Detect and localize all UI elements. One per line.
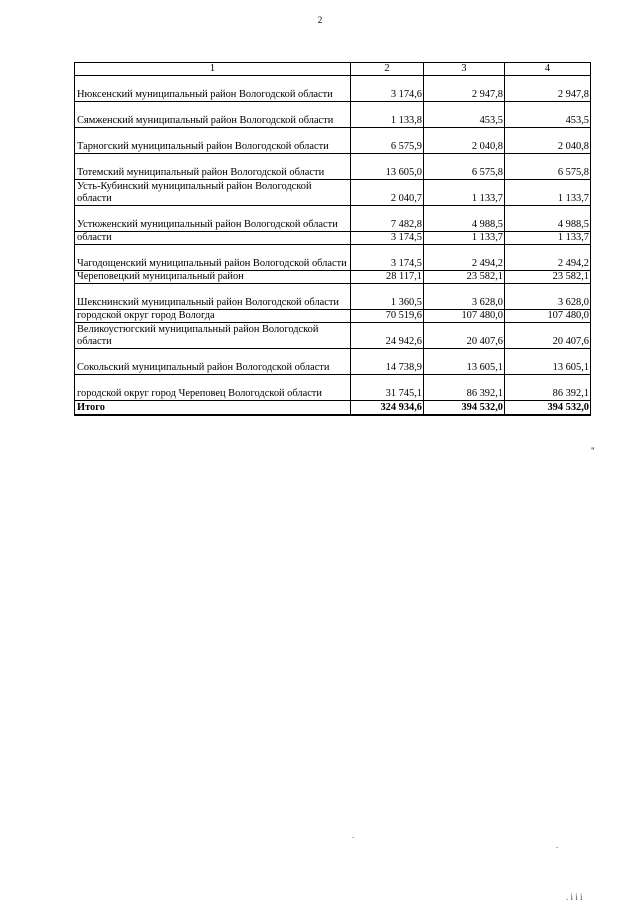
value-col-3: 1 133,7 (424, 232, 505, 245)
municipality-name: Великоустюгский муниципальный район Вологодской области (75, 323, 351, 349)
column-header-2: 2 (351, 63, 424, 76)
table-row (75, 76, 591, 102)
table-row (75, 102, 591, 128)
municipality-name: Тотемский муниципальный район Вологодской области (75, 154, 351, 180)
value-col-3: 20 407,6 (424, 323, 505, 349)
value-col-2: 3 174,5 (351, 232, 424, 245)
total-col-4: 394 532,0 (505, 401, 591, 416)
value-col-3: 23 582,1 (424, 271, 505, 284)
table-row (75, 271, 591, 284)
table-row (75, 128, 591, 154)
table-body (75, 76, 591, 401)
value-col-4: 2 494,2 (505, 245, 591, 271)
total-row (75, 401, 591, 416)
scan-mark-bottom: . і і і (566, 892, 583, 902)
table-row (75, 375, 591, 401)
municipality-name: Сокольский муниципальный район Вологодской области (75, 349, 351, 375)
budget-table (74, 62, 591, 416)
value-col-2: 13 605,0 (351, 154, 424, 180)
municipality-name: Тарногский муниципальный район Вологодской области (75, 128, 351, 154)
value-col-4: 2 947,8 (505, 76, 591, 102)
value-col-2: 6 575,9 (351, 128, 424, 154)
value-col-4: 107 480,0 (505, 310, 591, 323)
table-row (75, 245, 591, 271)
value-col-4: 453,5 (505, 102, 591, 128)
table-header-row (75, 63, 591, 76)
value-col-3: 2 040,8 (424, 128, 505, 154)
value-col-2: 3 174,6 (351, 76, 424, 102)
table-row (75, 323, 591, 349)
value-col-2: 70 519,6 (351, 310, 424, 323)
value-col-2: 24 942,6 (351, 323, 424, 349)
value-col-3: 6 575,8 (424, 154, 505, 180)
total-col-2: 324 934,6 (351, 401, 424, 416)
municipality-name: Сямженский муниципальный район Вологодской области (75, 102, 351, 128)
value-col-3: 2 947,8 (424, 76, 505, 102)
municipality-name: Шекснинский муниципальный район Вологодской области (75, 284, 351, 310)
value-col-4: 4 988,5 (505, 206, 591, 232)
table-row (75, 310, 591, 323)
column-header-1: 1 (75, 63, 351, 76)
value-col-3: 453,5 (424, 102, 505, 128)
table-row (75, 349, 591, 375)
municipality-name: городской округ город Вологда (75, 310, 351, 323)
municipality-name: Нюксенский муниципальный район Вологодской области (75, 76, 351, 102)
value-col-4: 23 582,1 (505, 271, 591, 284)
value-col-3: 2 494,2 (424, 245, 505, 271)
value-col-2: 7 482,8 (351, 206, 424, 232)
municipality-name: Чагодощенский муниципальный район Вологодской области (75, 245, 351, 271)
value-col-3: 3 628,0 (424, 284, 505, 310)
column-header-3: 3 (424, 63, 505, 76)
municipality-name: области (75, 232, 351, 245)
value-col-4: 2 040,8 (505, 128, 591, 154)
value-col-4: 20 407,6 (505, 323, 591, 349)
value-col-4: 86 392,1 (505, 375, 591, 401)
scan-mark-dot-right: . (556, 840, 559, 850)
value-col-4: 6 575,8 (505, 154, 591, 180)
value-col-2: 14 738,9 (351, 349, 424, 375)
municipality-name: Устюженский муниципальный район Вологодской области (75, 206, 351, 232)
closing-quote-mark: " (591, 446, 595, 456)
value-col-3: 86 392,1 (424, 375, 505, 401)
total-col-3: 394 532,0 (424, 401, 505, 416)
table-row (75, 206, 591, 232)
value-col-4: 1 133,7 (505, 180, 591, 206)
value-col-2: 31 745,1 (351, 375, 424, 401)
value-col-4: 3 628,0 (505, 284, 591, 310)
value-col-3: 1 133,7 (424, 180, 505, 206)
value-col-2: 2 040,7 (351, 180, 424, 206)
municipality-name: Череповецкий муниципальный район (75, 271, 351, 284)
value-col-4: 13 605,1 (505, 349, 591, 375)
table-row (75, 180, 591, 206)
value-col-2: 28 117,1 (351, 271, 424, 284)
table-row (75, 154, 591, 180)
municipality-name: Усть-Кубинский муниципальный район Вологодской области (75, 180, 351, 206)
municipality-name: городской округ город Череповец Вологодской области (75, 375, 351, 401)
table-row (75, 232, 591, 245)
scan-mark-dot: . (352, 830, 355, 840)
total-label: Итого (75, 401, 351, 416)
value-col-2: 1 133,8 (351, 102, 424, 128)
value-col-3: 13 605,1 (424, 349, 505, 375)
value-col-2: 1 360,5 (351, 284, 424, 310)
value-col-3: 107 480,0 (424, 310, 505, 323)
value-col-2: 3 174,5 (351, 245, 424, 271)
table-row (75, 284, 591, 310)
value-col-4: 1 133,7 (505, 232, 591, 245)
value-col-3: 4 988,5 (424, 206, 505, 232)
column-header-4: 4 (505, 63, 591, 76)
page-number: 2 (317, 15, 323, 25)
